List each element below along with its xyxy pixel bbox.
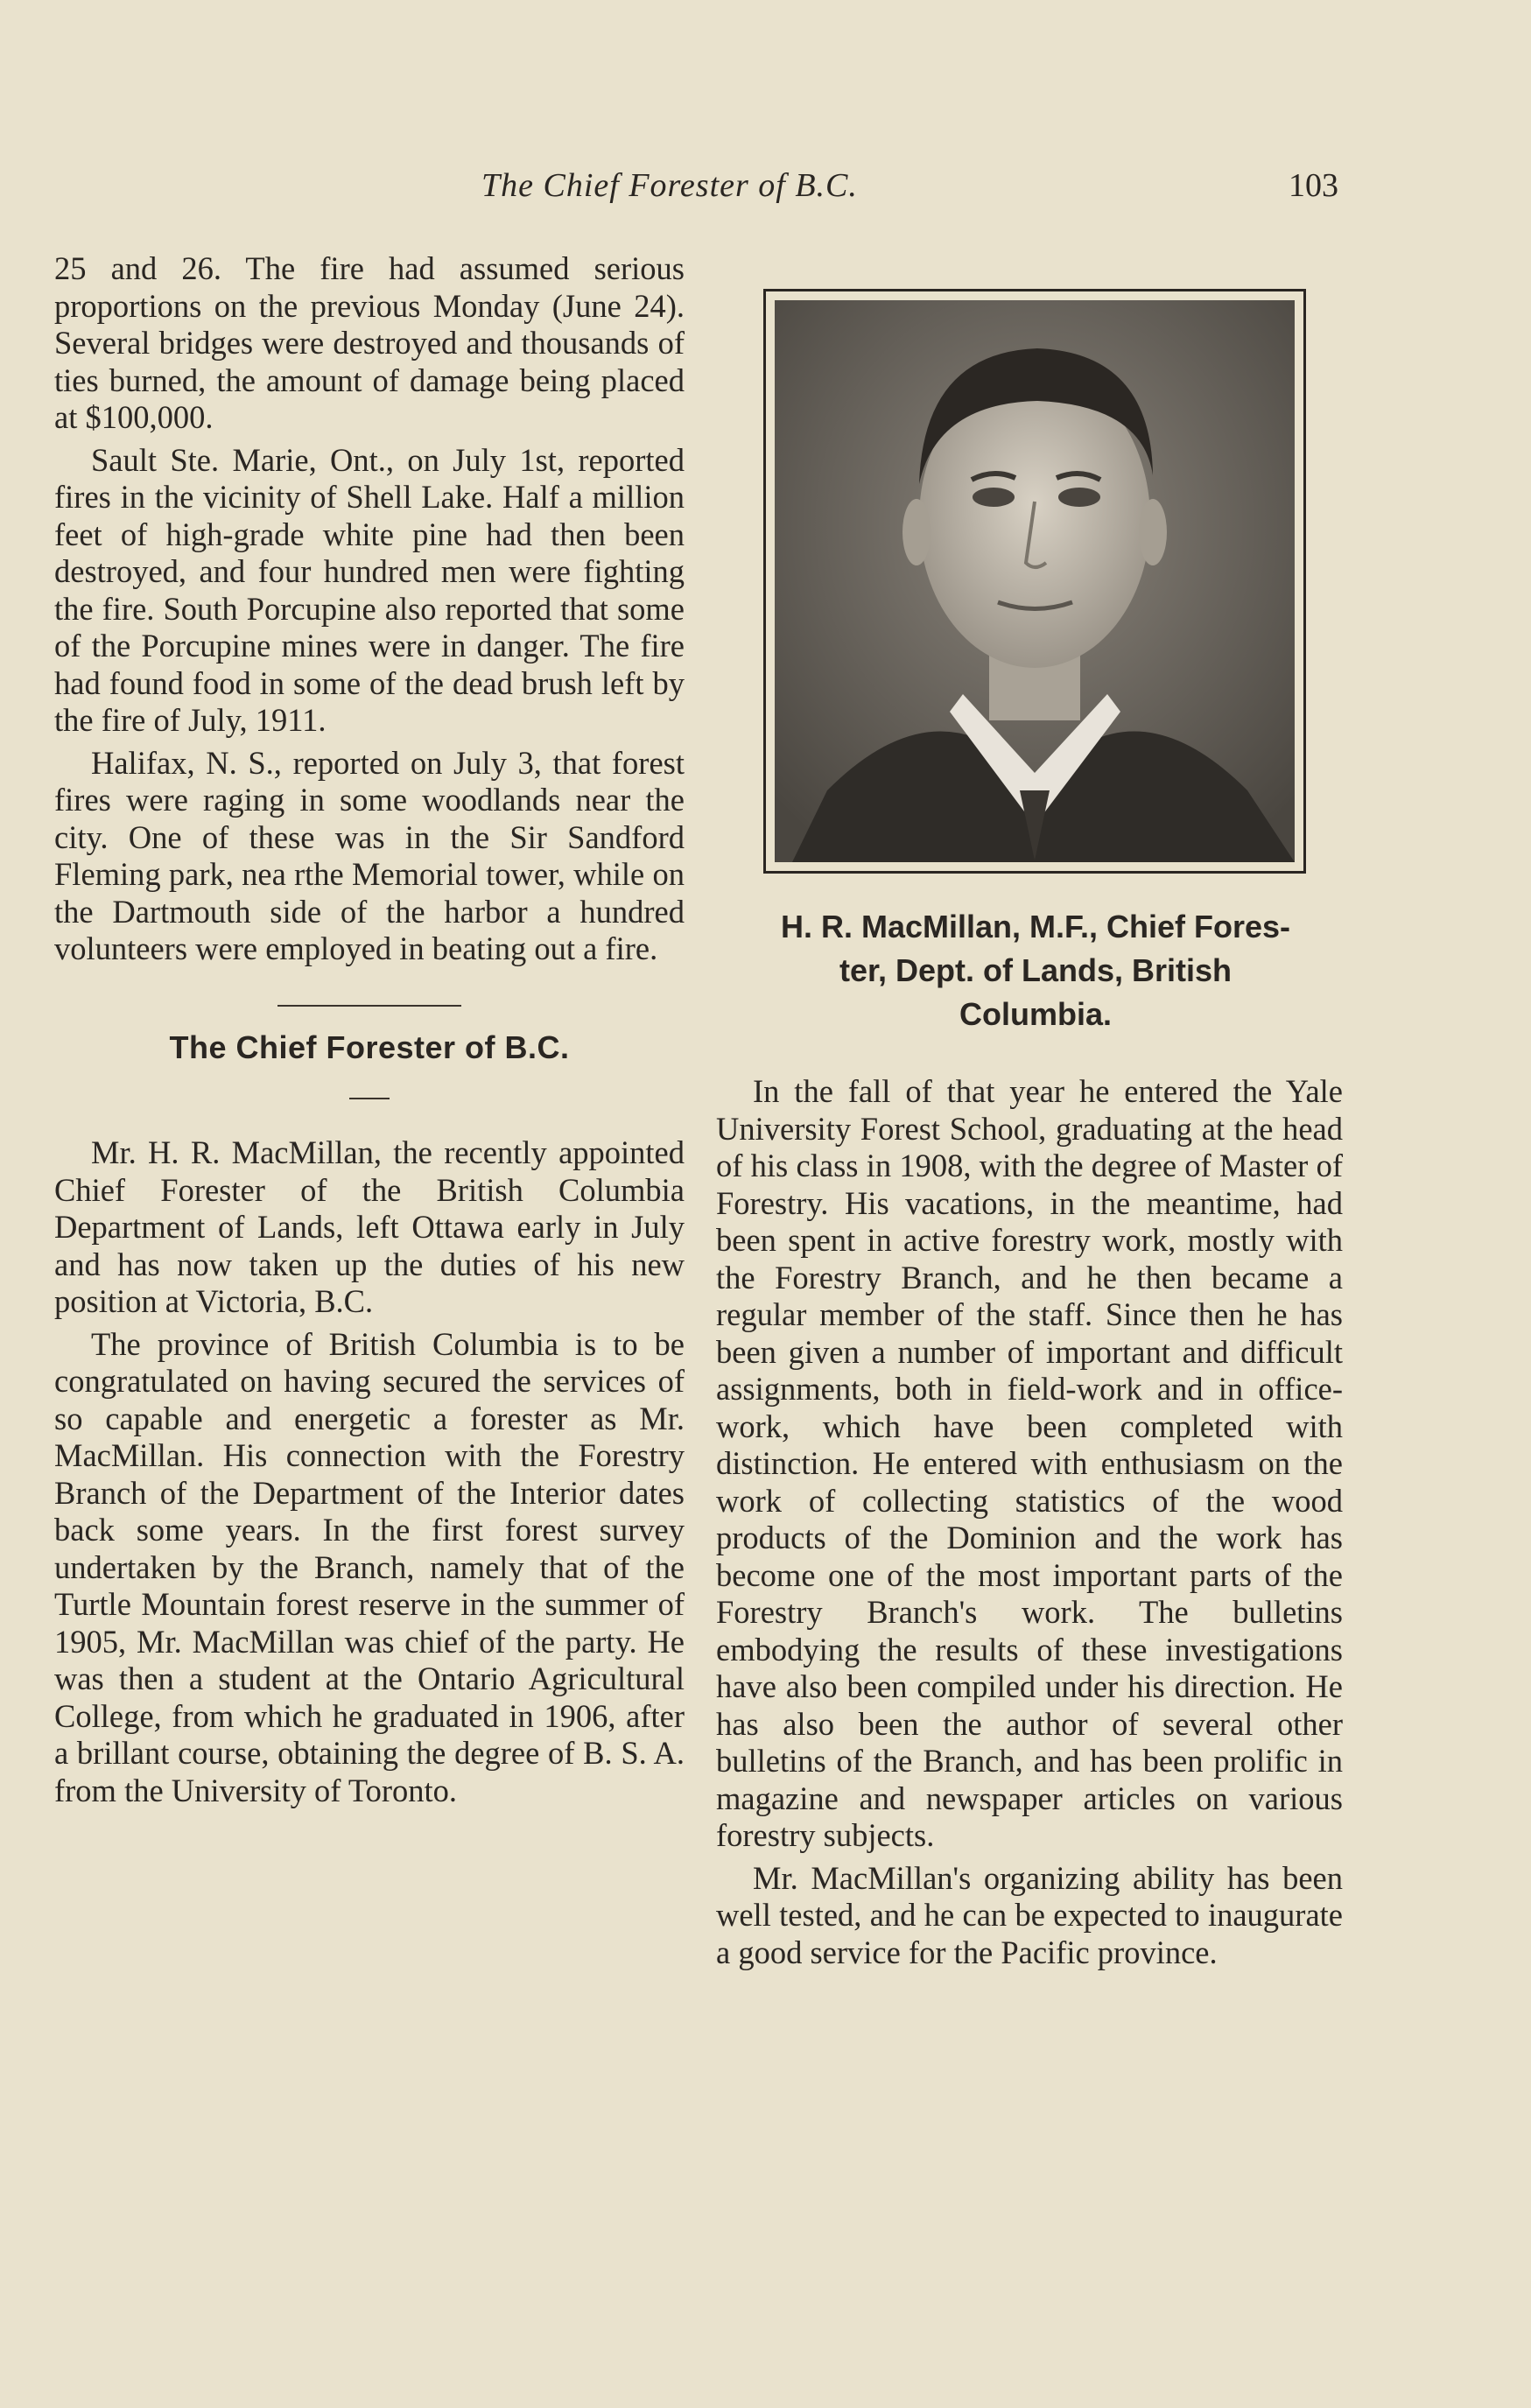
paragraph-province: The province of British Columbia is to be congratulated on having secured the services of so capable and energetic a forester as Mr. MacMillan. His connection with the Forestry Branch of the Department of the Interior dates back some years. In the first forest survey undertaken by the Branch, namely that of the Turtle Mountain forest reserve in the summer of 1905, Mr. MacMillan was chief of the party. He was then a student at the Ontario Agricultural College, from which he graduated in 1906, after a brillant course, obtaining the degree of B. S. A. from the University of Toronto. (54, 1325, 685, 1808)
paragraph-sault-ste-marie: Sault Ste. Marie, Ont., on July 1st, reported fires in the vicinity of Shell Lake. Half a million feet of high-grade white pine had then been destroyed, and four hundred men were fighting the fire. South Porcupine also reported that some of the Porcupine mines were in danger. The fire had found food in some of the dead brush left by the fire of July, 1911. (54, 441, 685, 738)
paragraph-fire-continued: 25 and 26. The fire had assumed serious proportions on the previous Monday (June 24). Several bridges were destroyed and thousands of ties burned, the amount of damage being placed at $100,000. (54, 250, 685, 435)
portrait-image (775, 300, 1295, 862)
page-number: 103 (1289, 167, 1338, 204)
right-column (716, 1073, 1343, 1971)
caption-line: Columbia. (959, 996, 1112, 1032)
caption-line: H. R. MacMillan, M.F., Chief Fores- (780, 909, 1291, 944)
caption-line: ter, Dept. of Lands, British (839, 952, 1233, 988)
paragraph-organizing-ability: Mr. MacMillan's organizing ability has been well tested, and he can be expected to inaugurate a good service for the Pacific province. (716, 1859, 1343, 1970)
portrait-caption (716, 905, 1355, 1036)
paragraph-yale: In the fall of that year he entered the Yale University Forest School, graduating at the head of his class in 1908, with the degree of Master of Forestry. His vacations, in the meantime, had been spent in active forestry work, mostly with the Forestry Branch, and he then became a regular member of the staff. Since then he has been given a number of important and difficult assignments, both in field-work and in office-work, which have been completed with distinction. He entered with enthusiasm on the work of collecting statistics of the wood products of the Dominion and the work has become one of the most important parts of the Forestry Branch's work. The bulletins embodying the results of these investigations have also been compiled under his direction. He has also been the author of several other bulletins of the Branch, and has been prolific in magazine and newspaper articles on various forestry subjects. (716, 1073, 1343, 1853)
paragraph-appointment: Mr. H. R. MacMillan, the recently appointed Chief Forester of the British Columbia Department of Lands, left Ottawa early in July and has now taken up the duties of his new position at Victoria, B.C. (54, 1134, 685, 1319)
portrait-photo (775, 300, 1295, 862)
paragraph-halifax: Halifax, N. S., reported on July 3, that forest fires were raging in some woodlands near the city. One of these was in the Sir Sandford Fleming park, nea rthe Memorial tower, while on the Dartmouth side of the harbor a hundred volunteers were employed in beating out a fire. (54, 744, 685, 966)
running-title: The Chief Forester of B.C. (481, 167, 858, 204)
left-column (54, 250, 685, 1809)
title-dash (349, 1098, 390, 1099)
portrait-frame (763, 289, 1306, 874)
section-title: The Chief Forester of B.C. (169, 1028, 570, 1065)
section-divider (277, 1005, 461, 1007)
